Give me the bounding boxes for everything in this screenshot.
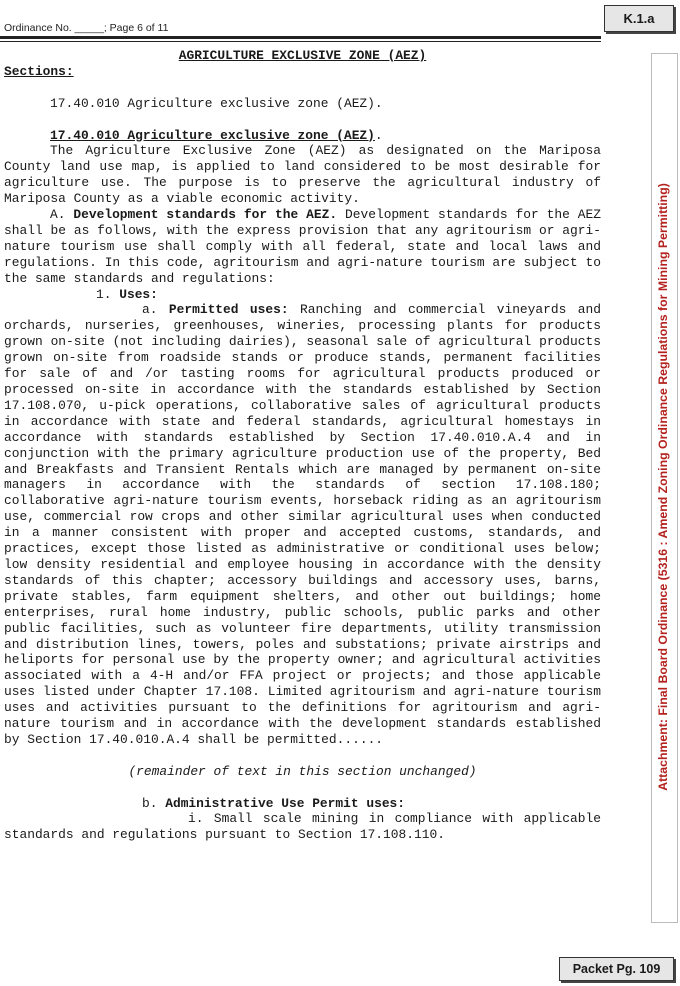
tag-badge: K.1.a	[604, 5, 674, 32]
item-i-paragraph: i. Small scale mining in compliance with applicable standards and regulations pursuant to Section 17.108.110.	[4, 811, 601, 843]
header-rule	[0, 36, 601, 42]
item-a-heading: Development standards for the AEZ.	[73, 207, 338, 223]
item-b-paragraph: b. Administrative Use Permit uses:	[142, 795, 406, 811]
intro-paragraph: The Agriculture Exclusive Zone (AEZ) as designated on the Mariposa County land use map, is applied to land considered to be most desirable for agriculture use. The purpose is to preserve the agricultural industry of Mariposa County as a viable economic activity.	[4, 143, 601, 207]
spacer	[4, 112, 601, 128]
section-heading: 17.40.010 Agriculture exclusive zone (AEZ).	[50, 127, 383, 143]
ordinance-page-header: Ordinance No. _____; Page 6 of 11	[4, 22, 169, 34]
remainder-note: (remainder of text in this section unchanged)	[128, 763, 477, 779]
permitted-uses-paragraph: a. Permitted uses: Ranching and commercial vineyards and orchards, nurseries, greenhouses, wineries, processing plants for products grown on-site (not including dairies), seasonal sale of agricultural products grown on-site from roadside stands or produce stands, permanent facilities for sale of and /or tasting rooms for agricultural products produced or processed on-site in accordance with the standards established by Section 17.108.070, u-pick operations, collaborative sales of agricultural products in accordance with state and federal standards, agricultural homestays in accordance with standards established by Section 17.40.010.A.4 and in conjunction with the primary agriculture production use of the property, Bed and Breakfasts and Transient Rentals which are managed by permanent on-site managers in accordance with the standards of section 17.108.180; collaborative agri-nature tourism events, horseback riding as an agritourism use, commercial row crops and other similar agricultural uses when conducted in a manner consistent with proper and accepted customs, standards, and practices, except those listed as administrative or conditional uses below; low density residential and employee housing in accordance with the density standards of this chapter; accessory buildings and accessory uses, barns, private stables, farm equipment shelters, and other out buildings; home enterprises, rural home industry, public schools, public parks and other public facilities, such as volunteer fire departments, utility transmission and distribution lines, towers, poles and substations; private airstrips and heliports for personal use by the property owner; and agricultural activities associated with a 4-H and/or FFA project or projects; and those applicable uses listed under Chapter 17.108. Limited agritourism and agri-nature tourism uses and activities pursuant to the definitions for agritourism and agri-nature tourism and in accordance with the development standards established by Section 17.40.010.A.4 shall be permitted......	[4, 302, 601, 747]
packet-page-badge: Packet Pg. 109	[559, 957, 674, 981]
toc-entry: 17.40.010 Agriculture exclusive zone (AEZ).	[50, 95, 383, 111]
permitted-uses-heading: Permitted uses:	[168, 302, 289, 318]
item-1-heading: Uses	[119, 286, 151, 302]
sections-label: Sections:	[4, 63, 74, 79]
spacer	[4, 748, 601, 764]
document-title: AGRICULTURE EXCLUSIVE ZONE (AEZ)	[178, 48, 427, 63]
spacer	[4, 780, 601, 796]
admin-use-heading: Administrative Use Permit uses:	[165, 795, 406, 811]
item-a-paragraph: A. Development standards for the AEZ. Development standards for the AEZ shall be as follows, with the express provision that any agritourism or agri-nature tourism use shall comply with all federal, state and local laws and regulations. In this code, agritourism and agri-nature tourism are subject to the same standards and regulations:	[4, 207, 601, 286]
item-1-paragraph: 1. Uses:	[96, 286, 158, 302]
ordinance-body	[4, 48, 601, 843]
spacer	[4, 80, 601, 96]
attachment-label: Attachment: Final Board Ordinance (5316 : Amend Zoning Ordinance Regulations for Mining Permitting)	[656, 183, 670, 791]
